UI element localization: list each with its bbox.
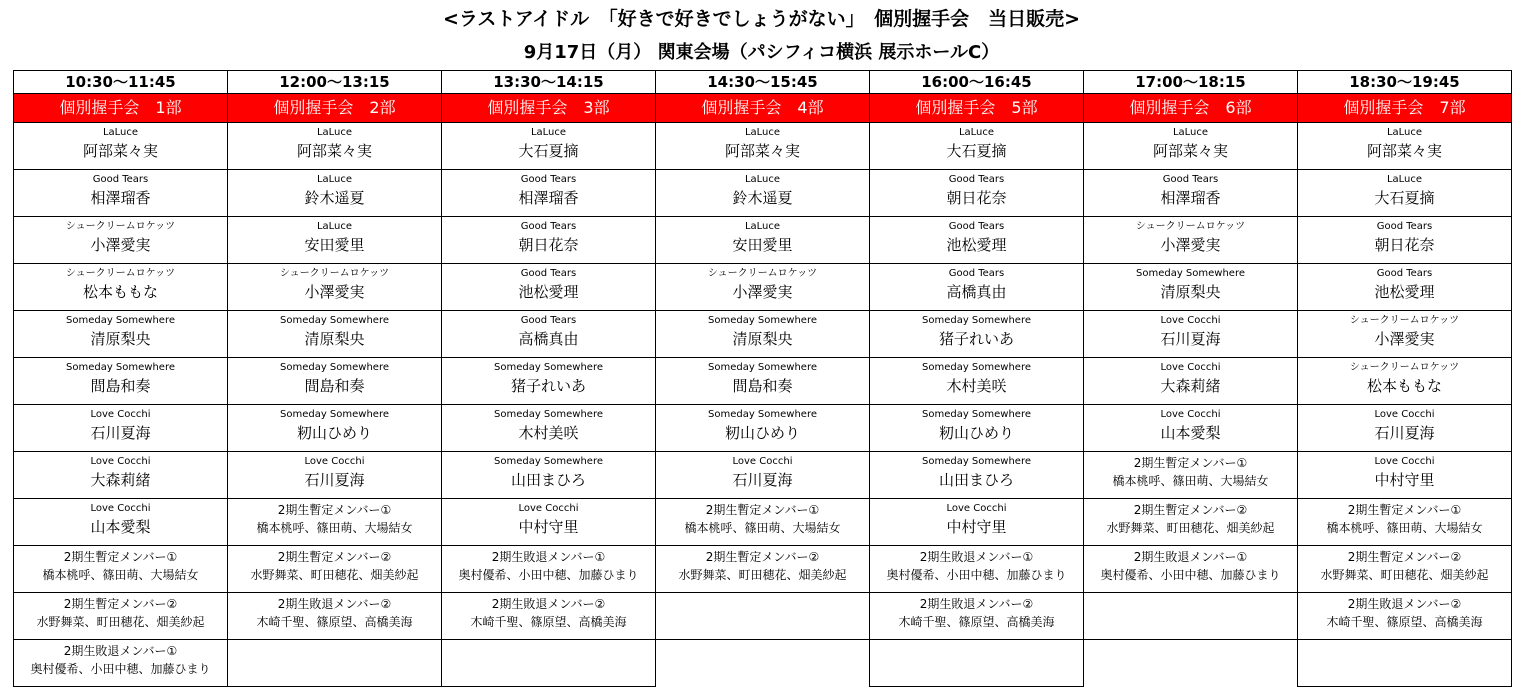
table-row <box>14 358 1512 405</box>
member-name: 小澤愛実 <box>1374 330 1435 348</box>
session-time-3: 13:30～14:15 <box>442 71 656 94</box>
empty-cell <box>1084 640 1298 687</box>
member-cell <box>870 311 1084 358</box>
group-name: シュークリームロケッツ <box>65 221 176 232</box>
group-name: Good Tears <box>948 268 1005 279</box>
member-name: 中村守里 <box>946 518 1007 536</box>
member-name: 橋本桃呼、篠田萌、大場結女 <box>256 521 413 535</box>
group-name: LaLuce <box>744 127 781 138</box>
group-name: 2期生暫定メンバー① <box>63 550 178 564</box>
member-cell <box>228 170 442 217</box>
member-cell <box>14 499 228 546</box>
group-name: Love Cocchi <box>304 456 365 467</box>
member-name: 橋本桃呼、篠田萌、大場結女 <box>684 521 841 535</box>
member-name: 高橋真由 <box>518 330 579 348</box>
member-cell <box>228 264 442 311</box>
group-name: Good Tears <box>520 315 577 326</box>
member-name: 奥村優希、小田中穂、加藤ひまり <box>458 568 639 582</box>
session-label-1: 個別握手会 1部 <box>14 94 228 123</box>
group-name: Love Cocchi <box>732 456 793 467</box>
group-name: 2期生暫定メンバー① <box>705 503 820 517</box>
group-name: Good Tears <box>520 221 577 232</box>
table-row <box>14 499 1512 546</box>
member-cell <box>442 499 656 546</box>
member-cell <box>442 546 656 593</box>
member-name: 清原梨央 <box>1160 283 1221 301</box>
member-cell <box>1298 264 1512 311</box>
member-cell <box>442 358 656 405</box>
member-name: 奥村優希、小田中穂、加藤ひまり <box>886 568 1067 582</box>
member-cell <box>1298 546 1512 593</box>
member-cell <box>656 546 870 593</box>
member-name: 相澤瑠香 <box>90 189 151 207</box>
group-name: LaLuce <box>316 127 353 138</box>
member-name: 山田まひろ <box>510 471 586 489</box>
group-name: 2期生暫定メンバー① <box>1133 456 1248 470</box>
member-name: 鈴木遥夏 <box>732 189 793 207</box>
group-name: 2期生敗退メンバー② <box>491 597 606 611</box>
member-cell <box>14 123 228 170</box>
member-cell <box>870 405 1084 452</box>
group-name: LaLuce <box>102 127 139 138</box>
member-cell <box>228 593 442 640</box>
member-cell <box>1298 123 1512 170</box>
member-cell <box>14 358 228 405</box>
group-name: LaLuce <box>744 221 781 232</box>
member-name: 池松愛理 <box>1374 283 1435 301</box>
group-name: LaLuce <box>316 221 353 232</box>
group-name: 2期生敗退メンバー② <box>1347 597 1462 611</box>
member-name: 水野舞菜、町田穂花、畑美紗起 <box>36 615 205 629</box>
member-cell <box>1298 405 1512 452</box>
member-cell <box>656 405 870 452</box>
member-name: 中村守里 <box>518 518 579 536</box>
member-name: 阿部菜々実 <box>296 142 372 160</box>
member-cell <box>656 311 870 358</box>
member-name: 相澤瑠香 <box>518 189 579 207</box>
member-cell <box>1084 264 1298 311</box>
member-cell <box>14 593 228 640</box>
session-label-2: 個別握手会 2部 <box>228 94 442 123</box>
member-cell <box>656 499 870 546</box>
member-name: 石川夏海 <box>304 471 365 489</box>
group-name: Love Cocchi <box>90 456 151 467</box>
member-name: 小澤愛実 <box>732 283 793 301</box>
member-name: 木崎千聖、篠原望、高橋美海 <box>1326 615 1483 629</box>
group-name: Good Tears <box>1376 268 1433 279</box>
member-name: 大森莉緒 <box>1160 377 1221 395</box>
member-name: 籾山ひめり <box>724 424 800 442</box>
member-cell <box>870 123 1084 170</box>
group-name: LaLuce <box>1386 127 1423 138</box>
session-label-5: 個別握手会 5部 <box>870 94 1084 123</box>
group-name: Good Tears <box>948 174 1005 185</box>
member-cell <box>1298 358 1512 405</box>
member-name: 橋本桃呼、篠田萌、大場結女 <box>42 568 199 582</box>
group-name: シュークリームロケッツ <box>707 268 818 279</box>
member-cell <box>656 217 870 264</box>
group-name: Someday Somewhere <box>921 315 1031 326</box>
member-cell <box>442 452 656 499</box>
member-name: 大石夏摘 <box>946 142 1007 160</box>
member-name: 小澤愛実 <box>304 283 365 301</box>
group-name: Someday Somewhere <box>707 315 817 326</box>
member-name: 橋本桃呼、篠田萌、大場結女 <box>1326 521 1483 535</box>
member-cell <box>228 405 442 452</box>
member-cell <box>1084 311 1298 358</box>
member-name: 間島和奏 <box>732 377 793 395</box>
member-name: 石川夏海 <box>90 424 151 442</box>
member-name: 朝日花奈 <box>1374 236 1435 254</box>
session-label-3: 個別握手会 3部 <box>442 94 656 123</box>
member-cell <box>228 499 442 546</box>
member-cell <box>1084 217 1298 264</box>
group-name: LaLuce <box>744 174 781 185</box>
group-name: Someday Somewhere <box>493 362 603 373</box>
member-cell <box>14 311 228 358</box>
member-cell <box>1298 499 1512 546</box>
table-row <box>14 123 1512 170</box>
member-cell <box>14 452 228 499</box>
member-cell <box>14 170 228 217</box>
member-cell <box>1084 123 1298 170</box>
member-cell <box>1298 452 1512 499</box>
group-name: Someday Somewhere <box>707 362 817 373</box>
group-name: Someday Somewhere <box>921 456 1031 467</box>
member-name: 松本ももな <box>1366 377 1442 395</box>
group-name: Someday Somewhere <box>65 315 175 326</box>
session-label-6: 個別握手会 6部 <box>1084 94 1298 123</box>
member-name: 籾山ひめり <box>296 424 372 442</box>
member-cell <box>14 217 228 264</box>
member-cell <box>14 640 228 687</box>
member-cell <box>442 170 656 217</box>
group-name: Someday Somewhere <box>493 409 603 420</box>
member-name: 橋本桃呼、篠田萌、大場結女 <box>1112 474 1269 488</box>
member-cell <box>14 546 228 593</box>
member-cell <box>870 546 1084 593</box>
group-name: 2期生暫定メンバー② <box>1347 550 1462 564</box>
table-row <box>14 170 1512 217</box>
member-cell <box>870 358 1084 405</box>
group-name: Love Cocchi <box>1374 456 1435 467</box>
member-name: 小澤愛実 <box>90 236 151 254</box>
member-cell <box>442 264 656 311</box>
session-label-row <box>14 94 1512 123</box>
member-name: 阿部菜々実 <box>724 142 800 160</box>
group-name: シュークリームロケッツ <box>65 268 176 279</box>
member-cell <box>870 593 1084 640</box>
member-name: 猪子れいあ <box>938 330 1014 348</box>
member-name: 間島和奏 <box>304 377 365 395</box>
group-name: シュークリームロケッツ <box>1349 315 1460 326</box>
member-cell <box>228 358 442 405</box>
table-row <box>14 311 1512 358</box>
member-name: 木崎千聖、篠原望、高橋美海 <box>898 615 1055 629</box>
member-cell <box>656 358 870 405</box>
group-name: 2期生敗退メンバー① <box>1133 550 1248 564</box>
group-name: 2期生敗退メンバー② <box>277 597 392 611</box>
member-name: 中村守里 <box>1374 471 1435 489</box>
group-name: Someday Somewhere <box>279 409 389 420</box>
member-cell <box>442 311 656 358</box>
empty-cell <box>656 593 870 640</box>
member-cell <box>228 217 442 264</box>
member-name: 山本愛梨 <box>1160 424 1221 442</box>
member-cell <box>1084 546 1298 593</box>
table-row <box>14 217 1512 264</box>
member-name: 水野舞菜、町田穂花、畑美紗起 <box>1106 521 1275 535</box>
session-time-1: 10:30～11:45 <box>14 71 228 94</box>
member-name: 水野舞菜、町田穂花、畑美紗起 <box>1320 568 1489 582</box>
empty-cell <box>228 640 442 687</box>
session-label-4: 個別握手会 4部 <box>656 94 870 123</box>
group-name: Love Cocchi <box>90 503 151 514</box>
empty-cell <box>1298 640 1512 687</box>
group-name: Love Cocchi <box>518 503 579 514</box>
member-name: 高橋真由 <box>946 283 1007 301</box>
member-name: 鈴木遥夏 <box>304 189 365 207</box>
group-name: Love Cocchi <box>1374 409 1435 420</box>
schedule-table <box>13 70 1512 687</box>
member-cell <box>870 170 1084 217</box>
group-name: 2期生暫定メンバー② <box>1133 503 1248 517</box>
table-row <box>14 593 1512 640</box>
group-name: シュークリームロケッツ <box>1135 221 1246 232</box>
member-name: 池松愛理 <box>946 236 1007 254</box>
member-name: 猪子れいあ <box>510 377 586 395</box>
group-name: Someday Somewhere <box>1135 268 1245 279</box>
group-name: Someday Somewhere <box>279 362 389 373</box>
member-name: 大森莉緒 <box>90 471 151 489</box>
member-cell <box>870 452 1084 499</box>
group-name: Someday Somewhere <box>279 315 389 326</box>
member-cell <box>14 405 228 452</box>
member-name: 大石夏摘 <box>1374 189 1435 207</box>
session-label-7: 個別握手会 7部 <box>1298 94 1512 123</box>
member-name: 石川夏海 <box>732 471 793 489</box>
member-name: 木村美咲 <box>518 424 579 442</box>
member-cell <box>1084 170 1298 217</box>
group-name: LaLuce <box>958 127 995 138</box>
table-row <box>14 452 1512 499</box>
member-cell <box>870 264 1084 311</box>
member-cell <box>1084 405 1298 452</box>
group-name: Good Tears <box>948 221 1005 232</box>
group-name: Someday Somewhere <box>707 409 817 420</box>
member-cell <box>870 499 1084 546</box>
member-cell <box>1084 452 1298 499</box>
member-cell <box>656 452 870 499</box>
group-name: Good Tears <box>1376 221 1433 232</box>
member-name: 間島和奏 <box>90 377 151 395</box>
member-cell <box>442 217 656 264</box>
group-name: Love Cocchi <box>90 409 151 420</box>
group-name: Good Tears <box>520 268 577 279</box>
member-name: 大石夏摘 <box>518 142 579 160</box>
member-name: 安田愛里 <box>304 236 365 254</box>
member-cell <box>1298 311 1512 358</box>
group-name: Good Tears <box>92 174 149 185</box>
group-name: Someday Somewhere <box>65 362 175 373</box>
member-name: 朝日花奈 <box>946 189 1007 207</box>
session-time-2: 12:00～13:15 <box>228 71 442 94</box>
member-cell <box>1298 593 1512 640</box>
group-name: LaLuce <box>1172 127 1209 138</box>
member-name: 水野舞菜、町田穂花、畑美紗起 <box>250 568 419 582</box>
member-name: 山田まひろ <box>938 471 1014 489</box>
group-name: 2期生敗退メンバー① <box>63 644 178 658</box>
member-name: 木村美咲 <box>946 377 1007 395</box>
table-row <box>14 405 1512 452</box>
member-cell <box>228 311 442 358</box>
session-time-5: 16:00～16:45 <box>870 71 1084 94</box>
member-cell <box>1298 217 1512 264</box>
group-name: Love Cocchi <box>946 503 1007 514</box>
member-name: 籾山ひめり <box>938 424 1014 442</box>
member-cell <box>442 593 656 640</box>
group-name: シュークリームロケッツ <box>1349 362 1460 373</box>
group-name: LaLuce <box>1386 174 1423 185</box>
member-name: 奥村優希、小田中穂、加藤ひまり <box>1100 568 1281 582</box>
member-name: 山本愛梨 <box>90 518 151 536</box>
member-cell <box>1084 499 1298 546</box>
group-name: 2期生敗退メンバー① <box>491 550 606 564</box>
session-time-7: 18:30～19:45 <box>1298 71 1512 94</box>
member-name: 池松愛理 <box>518 283 579 301</box>
member-cell <box>442 405 656 452</box>
group-name: Someday Somewhere <box>493 456 603 467</box>
empty-cell <box>870 640 1084 687</box>
member-cell <box>656 264 870 311</box>
member-cell <box>1084 358 1298 405</box>
member-name: 小澤愛実 <box>1160 236 1221 254</box>
member-cell <box>656 123 870 170</box>
group-name: 2期生暫定メンバー① <box>277 503 392 517</box>
member-name: 木崎千聖、篠原望、高橋美海 <box>256 615 413 629</box>
member-name: 清原梨央 <box>90 330 151 348</box>
member-cell <box>228 452 442 499</box>
group-name: Love Cocchi <box>1160 409 1221 420</box>
member-name: 石川夏海 <box>1374 424 1435 442</box>
member-cell <box>228 123 442 170</box>
member-name: 相澤瑠香 <box>1160 189 1221 207</box>
member-name: 石川夏海 <box>1160 330 1221 348</box>
group-name: LaLuce <box>530 127 567 138</box>
member-name: 阿部菜々実 <box>1152 142 1228 160</box>
empty-cell <box>1084 593 1298 640</box>
group-name: Good Tears <box>520 174 577 185</box>
member-name: 松本ももな <box>82 283 158 301</box>
group-name: LaLuce <box>316 174 353 185</box>
member-name: 奥村優希、小田中穂、加藤ひまり <box>30 662 211 676</box>
member-name: 阿部菜々実 <box>82 142 158 160</box>
member-name: 阿部菜々実 <box>1366 142 1442 160</box>
member-cell <box>14 264 228 311</box>
table-row <box>14 546 1512 593</box>
event-date-venue: 9月17日（月） 関東会場（パシフィコ横浜 展示ホールC） <box>523 42 1000 63</box>
empty-cell <box>656 640 870 687</box>
group-name: 2期生暫定メンバー① <box>1347 503 1462 517</box>
table-row <box>14 640 1512 687</box>
member-name: 清原梨央 <box>304 330 365 348</box>
member-name: 清原梨央 <box>732 330 793 348</box>
group-name: Someday Somewhere <box>921 362 1031 373</box>
member-name: 朝日花奈 <box>518 236 579 254</box>
group-name: Love Cocchi <box>1160 362 1221 373</box>
empty-cell <box>442 640 656 687</box>
member-cell <box>442 123 656 170</box>
member-cell <box>1298 170 1512 217</box>
session-time-4: 14:30～15:45 <box>656 71 870 94</box>
table-row <box>14 264 1512 311</box>
member-cell <box>656 170 870 217</box>
group-name: Someday Somewhere <box>921 409 1031 420</box>
group-name: 2期生暫定メンバー② <box>705 550 820 564</box>
group-name: シュークリームロケッツ <box>279 268 390 279</box>
group-name: Love Cocchi <box>1160 315 1221 326</box>
group-name: 2期生敗退メンバー① <box>919 550 1034 564</box>
group-name: 2期生暫定メンバー② <box>63 597 178 611</box>
member-cell <box>228 546 442 593</box>
group-name: 2期生敗退メンバー② <box>919 597 1034 611</box>
time-row <box>14 71 1512 94</box>
session-time-6: 17:00～18:15 <box>1084 71 1298 94</box>
group-name: Good Tears <box>1162 174 1219 185</box>
member-cell <box>870 217 1084 264</box>
group-name: 2期生暫定メンバー② <box>277 550 392 564</box>
member-name: 木崎千聖、篠原望、高橋美海 <box>470 615 627 629</box>
page-title: <ラストアイドル 「好きで好きでしょうがない」 個別握手会 当日販売> <box>443 8 1080 30</box>
member-name: 水野舞菜、町田穂花、畑美紗起 <box>678 568 847 582</box>
member-name: 安田愛里 <box>732 236 793 254</box>
